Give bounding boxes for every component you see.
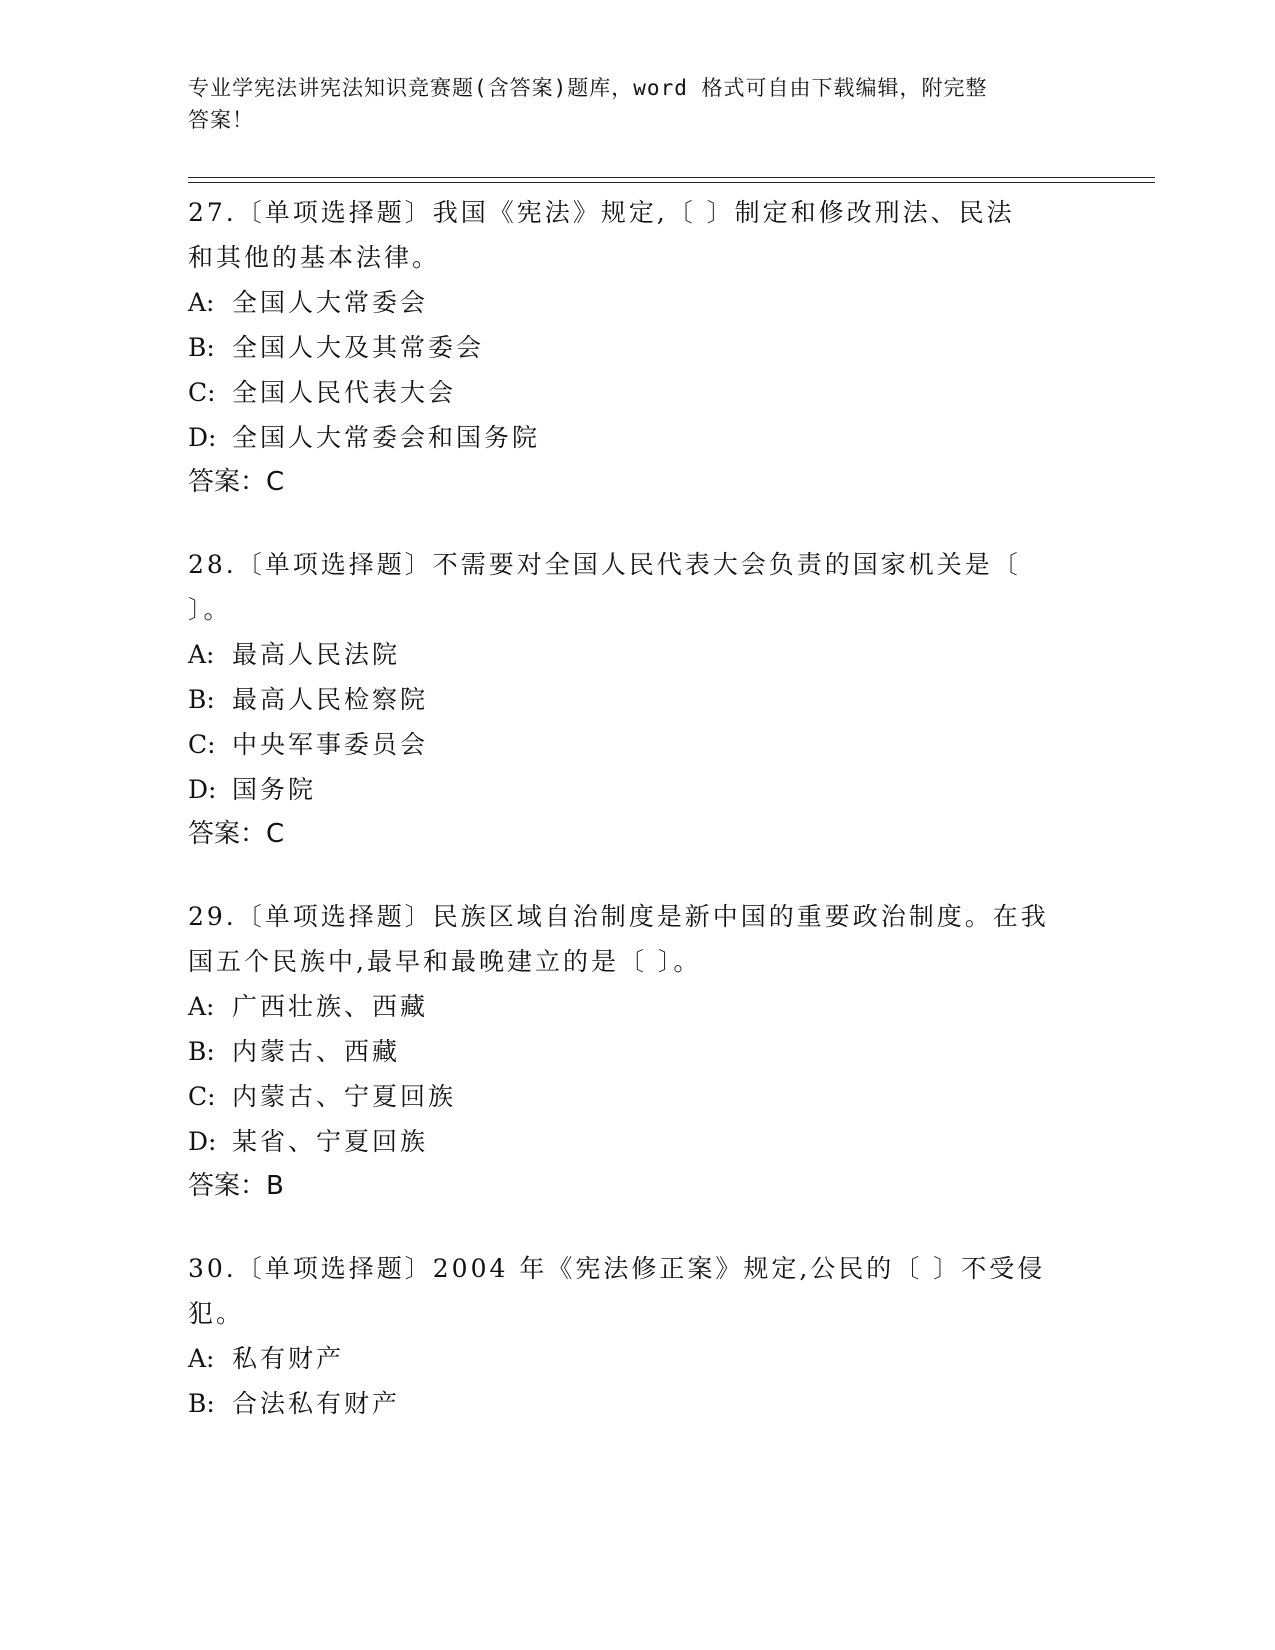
option-text: 国务院 [232, 775, 317, 804]
option-text: 全国人大常委会和国务院 [232, 423, 541, 452]
question-text [188, 542, 1088, 632]
question-28 [188, 542, 1088, 857]
option-c [188, 1074, 1088, 1119]
option-b [188, 325, 1088, 370]
option-label: A: [188, 992, 215, 1021]
option-label: B: [188, 1389, 215, 1418]
answer: 答案：B [188, 1171, 284, 1201]
answer: 答案：C [188, 819, 285, 849]
option-b [188, 1029, 1088, 1074]
option-label: A: [188, 288, 215, 317]
option-text: 最高人民法院 [232, 640, 401, 669]
question-text-line: 国五个民族中,最早和最晚建立的是〔 〕。 [188, 947, 702, 976]
question-text-line: 30.〔单项选择题〕2004 年《宪法修正案》规定,公民的〔 〕不受侵 [188, 1254, 1046, 1283]
option-text: 广西壮族、西藏 [232, 992, 429, 1021]
question-text-line: 犯。 [188, 1299, 245, 1328]
document-header [188, 72, 1068, 136]
option-b [188, 677, 1088, 722]
option-text: 中央军事委员会 [232, 730, 429, 759]
question-text-line: 29.〔单项选择题〕民族区域自治制度是新中国的重要政治制度。在我 [188, 902, 1049, 931]
question-text-line: 和其他的基本法律。 [188, 243, 441, 272]
option-a [188, 984, 1088, 1029]
option-text: 内蒙古、西藏 [232, 1037, 401, 1066]
answer: 答案：C [188, 467, 285, 497]
option-a [188, 280, 1088, 325]
option-text: 全国人大及其常委会 [232, 333, 485, 362]
option-d [188, 415, 1088, 460]
question-text [188, 894, 1088, 984]
option-text: 全国人大常委会 [232, 288, 429, 317]
option-text: 全国人民代表大会 [232, 378, 457, 407]
question-text-line: 28.〔单项选择题〕不需要对全国人民代表大会负责的国家机关是〔 [188, 550, 1021, 579]
question-27 [188, 190, 1088, 505]
option-label: A: [188, 640, 215, 669]
option-label: D: [188, 423, 217, 452]
question-list [188, 190, 1088, 1463]
option-text: 某省、宁夏回族 [232, 1127, 429, 1156]
option-label: B: [188, 1037, 215, 1066]
option-d [188, 1119, 1088, 1164]
option-c [188, 722, 1088, 767]
header-line-2: 答案！ [188, 108, 254, 132]
option-text: 内蒙古、宁夏回族 [232, 1082, 457, 1111]
option-label: C: [188, 1082, 216, 1111]
option-label: A: [188, 1344, 215, 1373]
question-text [188, 1246, 1088, 1336]
option-label: D: [188, 1127, 217, 1156]
question-29 [188, 894, 1088, 1209]
header-line-1: 专业学宪法讲宪法知识竞赛题(含答案)题库，word 格式可自由下载编辑，附完整 [188, 76, 988, 100]
question-text-line: 27.〔单项选择题〕我国《宪法》规定,〔 〕制定和修改刑法、民法 [188, 198, 1015, 227]
option-label: B: [188, 333, 215, 362]
option-c [188, 370, 1088, 415]
option-label: C: [188, 378, 216, 407]
option-text: 最高人民检察院 [232, 685, 429, 714]
question-text [188, 190, 1088, 280]
option-label: C: [188, 730, 216, 759]
option-label: D: [188, 775, 217, 804]
header-divider-bottom [188, 182, 1155, 183]
option-a [188, 632, 1088, 677]
option-text: 合法私有财产 [232, 1389, 401, 1418]
option-text: 私有财产 [232, 1344, 345, 1373]
option-d [188, 767, 1088, 812]
question-30 [188, 1246, 1088, 1426]
option-b [188, 1381, 1088, 1426]
option-a [188, 1336, 1088, 1381]
question-text-line: 〕。 [188, 595, 232, 624]
header-divider-top [188, 177, 1155, 178]
option-label: B: [188, 685, 215, 714]
